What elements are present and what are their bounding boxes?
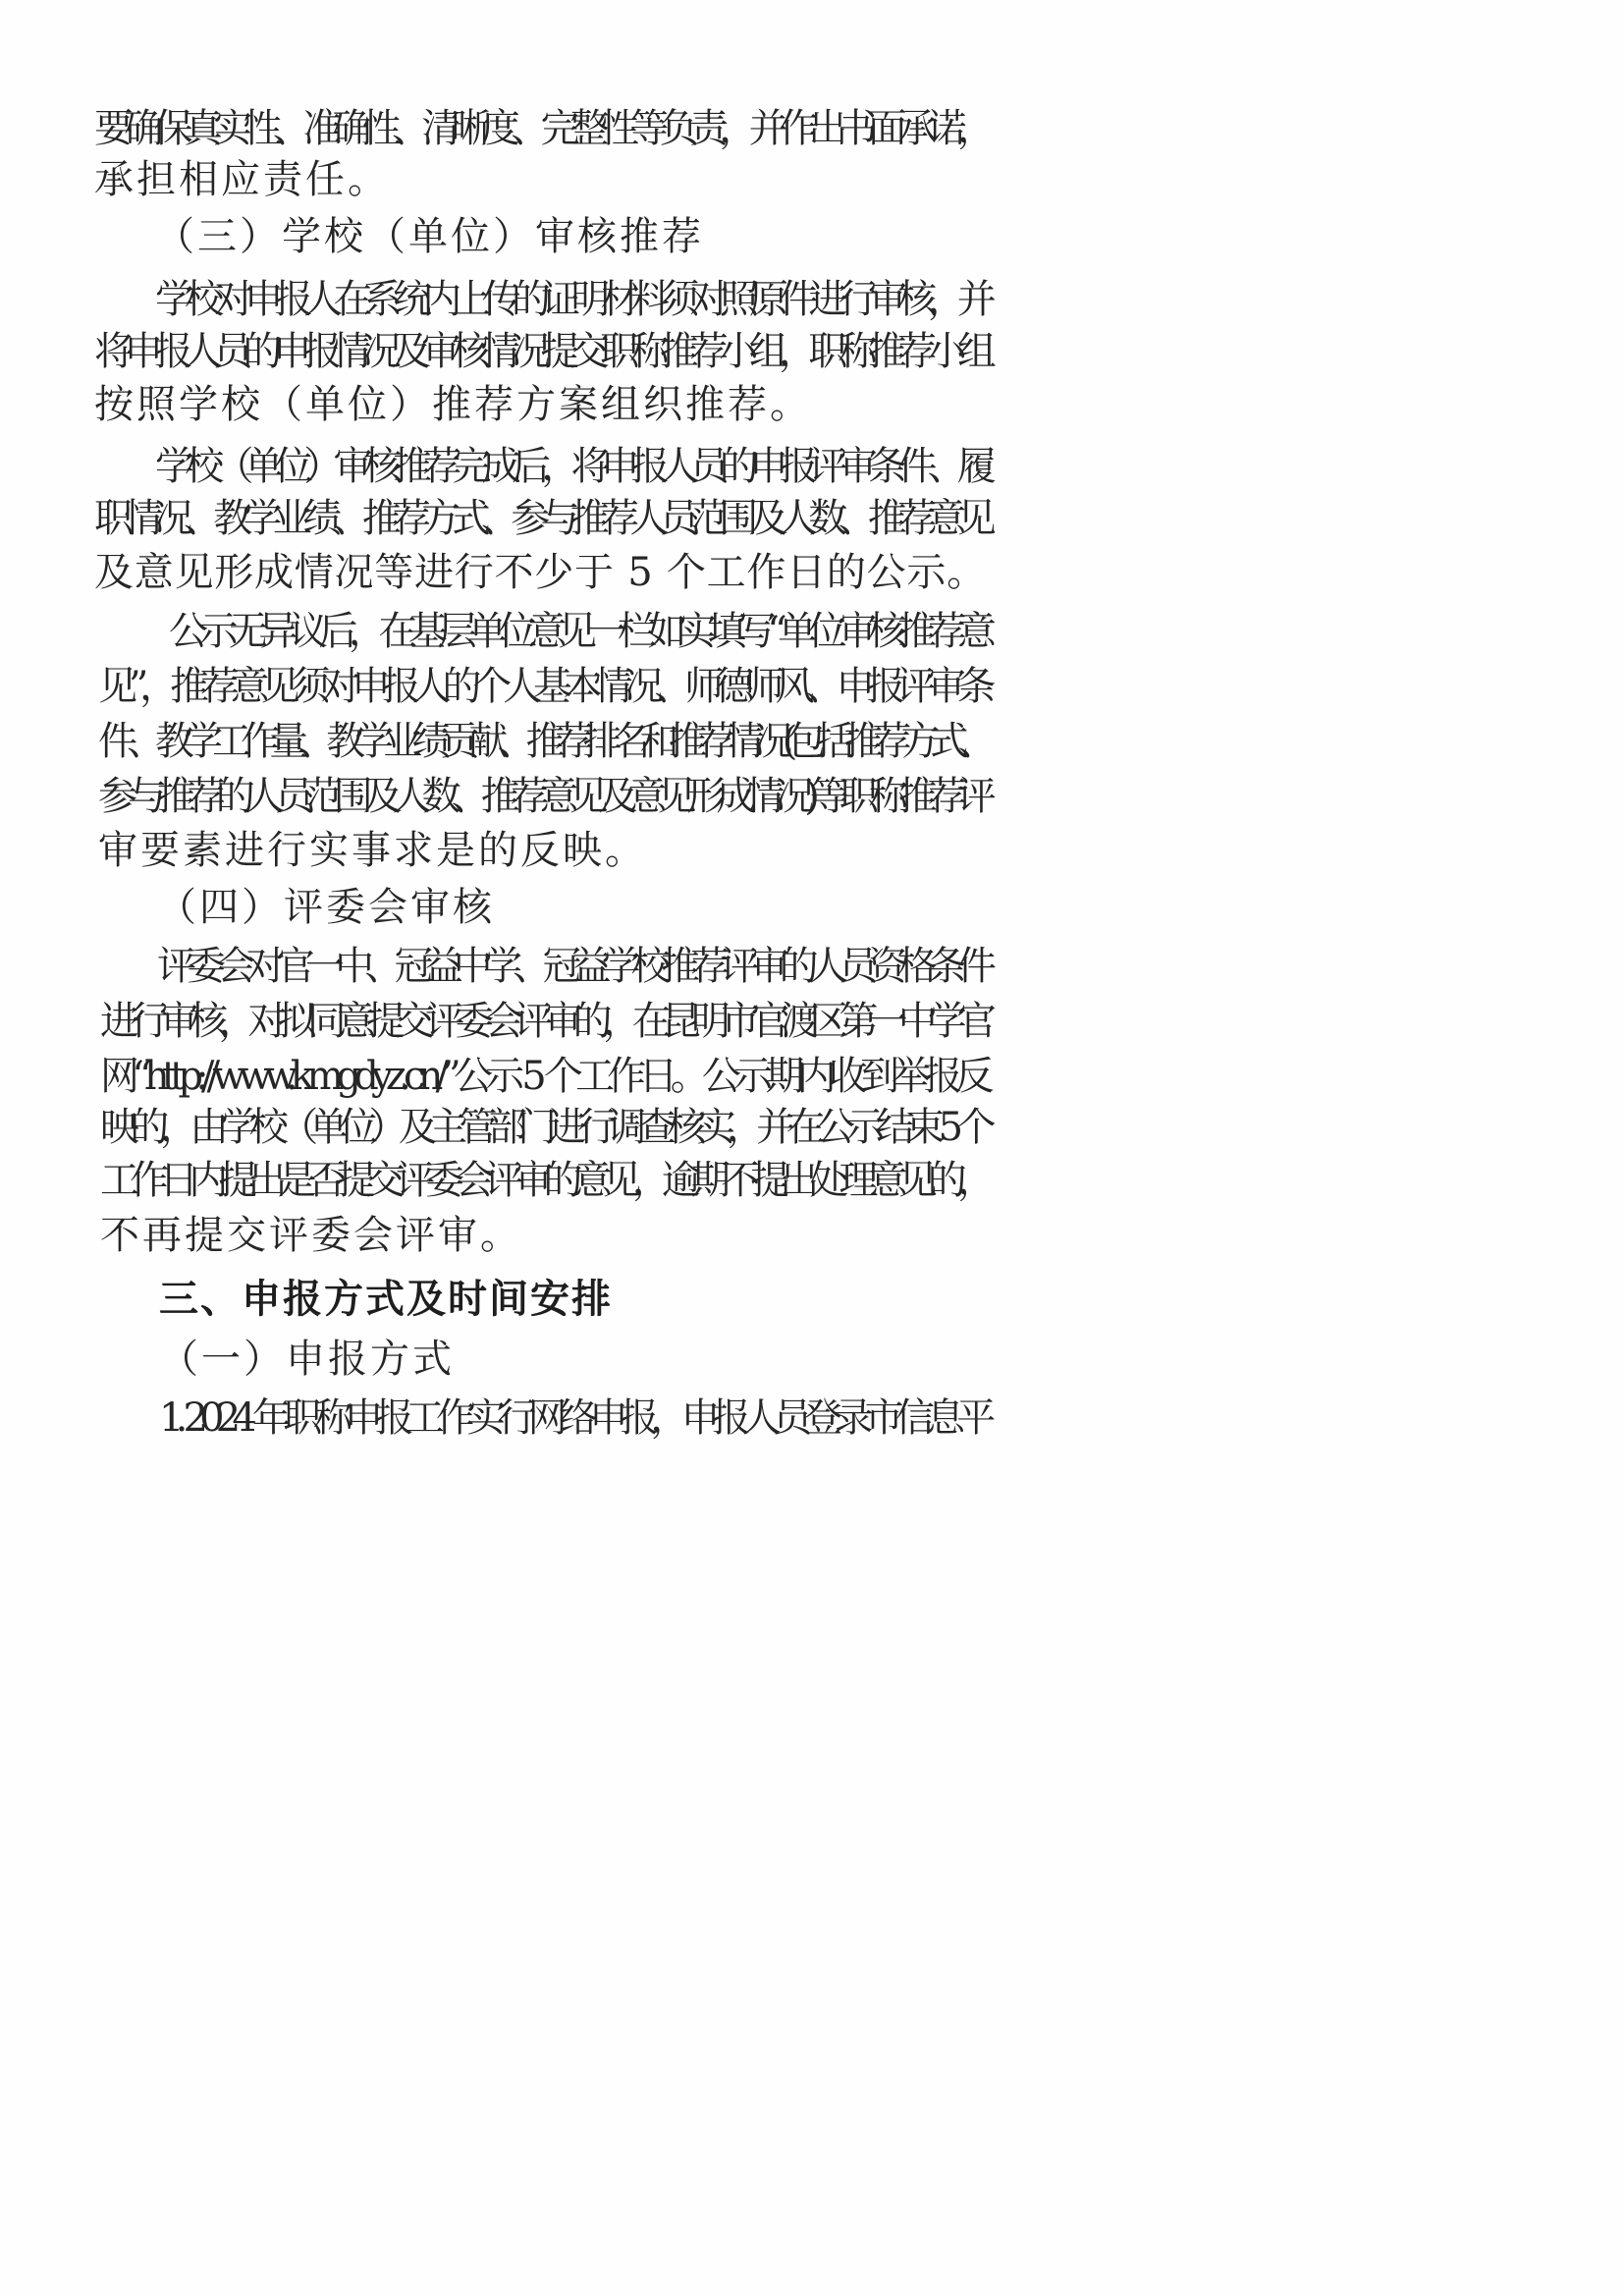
paragraph-line: 参与推荐的人员范围及人数、推荐意见及意见形成情况)等职称推荐评	[98, 774, 987, 819]
paragraph-line: 要确保真实性、准确性、清晰度、完整性等负责，并作出书面承诺，	[94, 106, 987, 151]
paragraph-line: 公示无异议后，在基层单位意见一栏如实填写“单位审核推荐意	[169, 609, 988, 654]
paragraph-line: 进行审核，对拟同意提交评委会评审的，在昆明市官渡区第一中学官	[100, 999, 987, 1044]
paragraph-line: 审要素进行实事求是的反映。	[98, 828, 647, 873]
section-subheading: （四）评委会审核	[157, 885, 495, 930]
paragraph-line: 及意见形成情况等进行不少于 5 个工作日的公示。	[94, 550, 987, 595]
paragraph-line: 评委会对官一中、冠益中学、冠益学校推荐评审的人员资格条件	[157, 944, 987, 989]
paragraph-line: 件、教学工作量、教学业绩贡献、推荐排名和推荐情况(包括推荐方式、	[98, 719, 987, 764]
paragraph-line: 学校对申报人在系统内上传的证明材料须对照原件进行审核，并	[155, 277, 987, 322]
paragraph-line: 将申报人员的申报情况及审核情况提交职称推荐小组，职称推荐小组	[94, 329, 987, 374]
paragraph-line: 网“http://www.kmgdyz.cn/”公示 5 个工作日。公示期内收到举报反	[100, 1054, 987, 1099]
paragraph-line: 承担相应责任。	[94, 157, 390, 202]
paragraph-line: 职情况、教学业绩、推荐方式、参与推荐人员范围及人数、推荐意见	[94, 496, 987, 541]
section-heading: 三、申报方式及时间安排	[159, 1277, 613, 1322]
section-subheading: （一）申报方式	[159, 1337, 455, 1382]
paragraph-line: 学校（单位）审核推荐完成后，将申报人员的申报评审条件、履	[155, 444, 987, 489]
paragraph-line: 1. 2024 年职称申报工作实行网络申报，申报人员登录市信息平	[159, 1395, 988, 1441]
paragraph-line: 见”，推荐意见须对申报人的个人基本情况、师德师风、申报评审条	[98, 664, 988, 709]
paragraph-line: 映的，由学校（单位）及主管部门进行调查核实，并在公示结束 5 个	[100, 1105, 987, 1150]
paragraph-line: 工作日内提出是否提交评委会评审的意见，逾期不提出处理意见的，	[100, 1158, 987, 1203]
section-subheading: （三）学校（单位）审核推荐	[155, 214, 704, 259]
paragraph-line: 不再提交评委会评审。	[100, 1213, 522, 1258]
paragraph-line: 按照学校（单位）推荐方案组织推荐。	[94, 382, 812, 427]
